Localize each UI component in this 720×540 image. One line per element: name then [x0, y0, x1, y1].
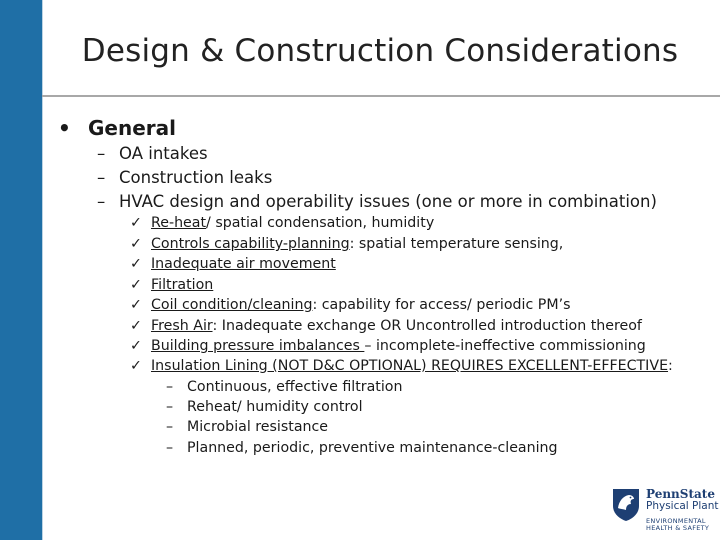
check-underlined-text: Inadequate air movement	[151, 256, 336, 272]
check-text: / spatial condensation, humidity	[206, 215, 435, 231]
checkmark-icon: ✓	[130, 256, 142, 272]
check-text: :	[668, 358, 673, 374]
logo-line-physical-plant: Physical Plant	[646, 500, 719, 512]
check-underlined-text: Fresh Air	[151, 318, 213, 334]
checkmark-icon: ✓	[130, 215, 142, 231]
check-item	[130, 318, 642, 334]
pennstate-logo	[610, 488, 720, 540]
logo-line-environmental: ENVIRONMENTAL	[646, 516, 706, 525]
check-text: : Inadequate exchange OR Uncontrolled introduction thereof	[212, 318, 642, 334]
dash-bullet: –	[166, 419, 174, 435]
dash-bullet: –	[166, 379, 174, 395]
checkmark-icon: ✓	[130, 236, 142, 252]
check-underlined-text: Coil condition/cleaning	[151, 297, 313, 313]
dash-bullet: –	[166, 399, 174, 415]
dash-bullet: –	[97, 192, 106, 211]
check-item	[130, 236, 563, 252]
check-underlined-text: Filtration	[151, 277, 214, 293]
check-item	[130, 358, 673, 374]
sub-item-text: Planned, periodic, preventive maintenance-cleaning	[187, 440, 558, 456]
check-item	[130, 215, 434, 231]
list-item	[97, 168, 272, 187]
logo-line-health-safety: HEALTH & SAFETY	[646, 524, 710, 532]
checkmark-icon: ✓	[130, 277, 142, 293]
check-underlined-text: Re-heat	[151, 215, 207, 231]
check-text: – incomplete-ineffective commissioning	[364, 338, 646, 354]
sub-item-text: Microbial resistance	[187, 419, 329, 435]
check-item	[130, 338, 646, 354]
item-text: HVAC design and operability issues (one or more in combination)	[119, 192, 657, 211]
left-accent-bar	[0, 0, 42, 540]
title-divider	[42, 95, 720, 97]
item-text: OA intakes	[119, 144, 208, 163]
logo-text	[646, 488, 719, 532]
check-text: : capability for access/ periodic PM’s	[312, 297, 571, 313]
sub-item	[166, 440, 558, 456]
heading-general	[58, 116, 176, 140]
checkmark-icon: ✓	[130, 318, 142, 334]
sub-item	[166, 379, 402, 395]
sub-item	[166, 399, 363, 415]
check-underlined-text: Building pressure imbalances	[151, 338, 365, 354]
logo-line-pennstate: PennState	[646, 487, 715, 501]
bullet-dot: •	[58, 116, 71, 140]
slide-title: Design & Construction Considerations	[81, 33, 679, 69]
checkmark-icon: ✓	[130, 338, 142, 354]
checkmark-icon: ✓	[130, 297, 142, 313]
check-text: : spatial temperature sensing,	[349, 236, 564, 252]
dash-bullet: –	[97, 144, 106, 163]
dash-bullet: –	[97, 168, 106, 187]
check-item	[130, 297, 571, 313]
heading-text: General	[88, 116, 176, 140]
nittany-lion-shield-icon	[612, 488, 640, 522]
list-item	[97, 192, 657, 211]
dash-bullet: –	[166, 440, 174, 456]
sub-item-text: Reheat/ humidity control	[187, 399, 363, 415]
checkmark-icon: ✓	[130, 358, 142, 374]
sub-item-text: Continuous, effective filtration	[187, 379, 403, 395]
check-item	[130, 277, 213, 293]
check-item	[130, 256, 336, 272]
item-text: Construction leaks	[119, 168, 273, 187]
sub-item	[166, 419, 328, 435]
check-underlined-text: Insulation Lining (NOT D&C OPTIONAL) REQUIRES EXCELLENT-EFFECTIVE	[151, 358, 669, 374]
check-underlined-text: Controls capability-planning	[151, 236, 350, 252]
list-item	[97, 144, 208, 163]
